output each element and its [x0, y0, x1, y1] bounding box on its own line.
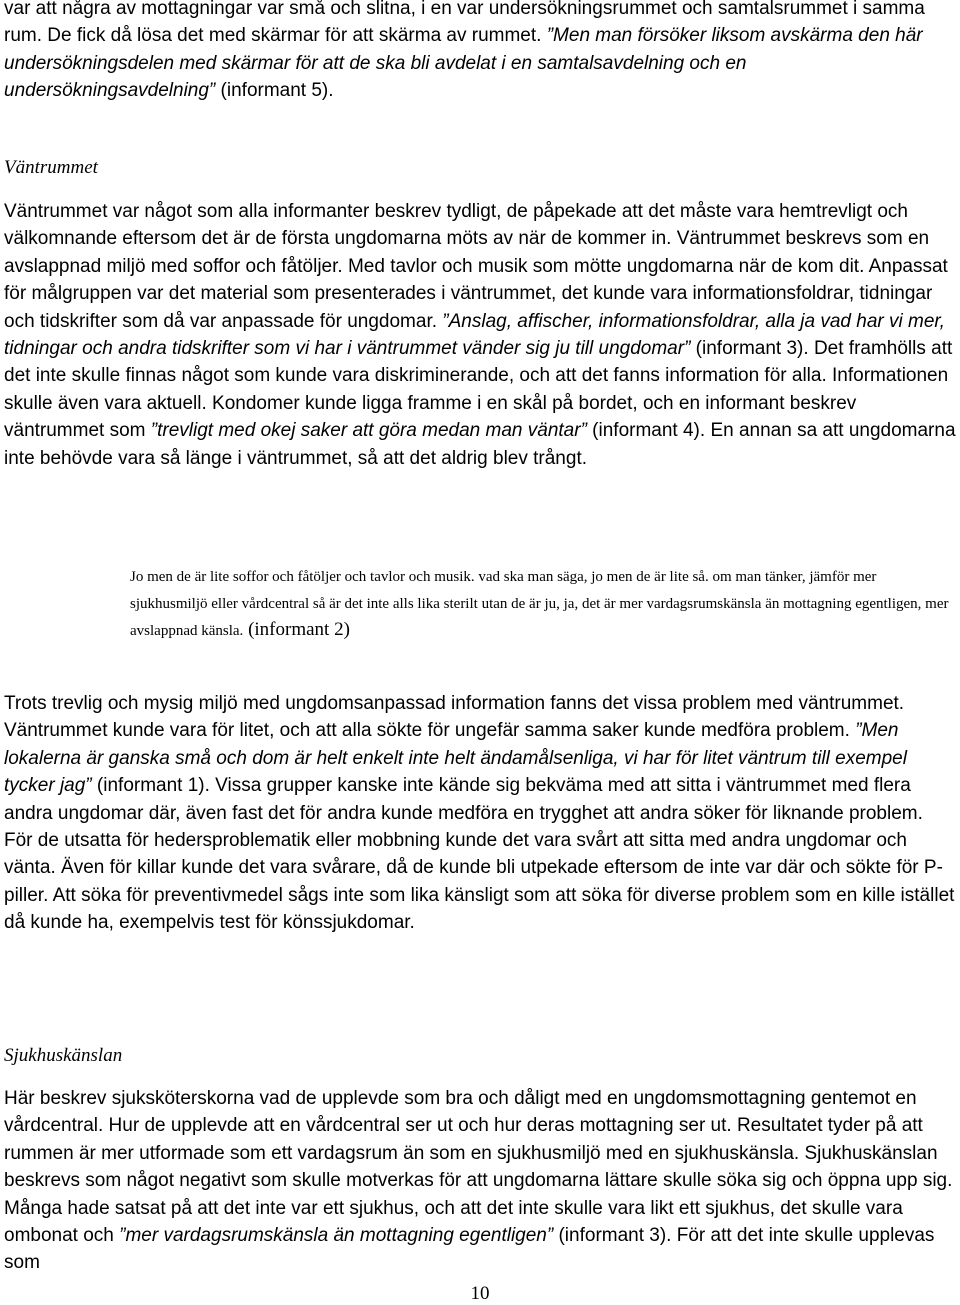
paragraph-vantrummet [4, 198, 956, 472]
quote-inline: ”trevligt med okej saker att göra medan man väntar” [150, 420, 587, 442]
paragraph-intro [4, 0, 956, 105]
citation: (informant 5). [215, 80, 334, 102]
quote-inline: ”Anslag, affischer, informationsfoldrar, alla ja vad har vi mer, tidningar och andra tidskrifter som vi har i väntrummet vänder sig ju till ungdomar” [4, 310, 945, 360]
paragraph-sjukhuskanslan [4, 1085, 956, 1277]
paragraph-text: Väntrummet var något som alla informanter beskrev tydligt, de påpekade att det måste vara hemtrevligt och välkomnande eftersom det är de första ungdomarna möts av när de kommer in. Väntrummet beskrevs som en avslappnad miljö med soffor och fåtöljer. Med tavlor och musik som mötte ungdomarna när de kom dit. Anpassat för målgruppen var det material som presenterades i väntrummet, det kunde vara informationsfoldrar, tidningar och tidskrifter som då var anpassade för ungdomar. [4, 201, 948, 332]
citation: (informant 2) [243, 619, 350, 640]
block-quote [130, 564, 956, 645]
paragraph-text: Här beskrev sjuksköterskorna vad de upplevde som bra och dåligt med en ungdomsmottagning gentemot en vårdcentral. Hur de upplevde att en vårdcentral ser ut och hur deras mottagning ser ut. Resultatet tyder på att rummen är mer utformade som ett vardagsrum än som en sjukhusmiljö med en sjukhuskänsla. Sjukhuskänslan beskrevs som något negativt som skulle motverkas för att ungdomarna lättare skulle söka sig och öppna upp sig. Många hade satsat på att det inte var ett sjukhus, och att det inte skulle vara likt ett sjukhus, det skulle vara ombonat och [4, 1088, 953, 1247]
paragraph-text: (informant 3). För att det inte skulle upplevas som [4, 1225, 935, 1274]
paragraph-text: var att några av mottagningar var små och slitna, i en var undersökningsrummet och samtalsrummet i samma rum. De fick då lösa det med skärmar för att skärma av rummet. [4, 0, 925, 47]
quote-inline: ”mer vardagsrumskänsla än mottagning egentligen” [119, 1225, 554, 1247]
paragraph-text: (informant 4). En annan sa att ungdomarna inte behövde vara så länge i väntrummet, så att det aldrig blev trångt. [4, 420, 956, 469]
paragraph-problem [4, 690, 956, 937]
paragraph-text: (informant 3). Det framhölls att det inte skulle finnas något som kunde vara diskriminerande, och att det fanns information för alla. Informationen skulle även vara aktuell. Kondomer kunde ligga framme i en skål på bordet, och en informant beskrev väntrummet som [4, 338, 953, 442]
section-heading-sjukhuskanslan: Sjukhuskänslan [4, 1045, 123, 1066]
block-quote-text: Jo men de är lite soffor och fåtöljer och tavlor och musik. vad ska man säga, jo men de är lite så. om man tänker, jämför mer sjukhusmiljö eller vårdcentral så är det inte alls lika sterilt utan de är ju, ja, det är mer vardagsrumskänsla än mottagning egentligen, mer avslappnad känsla. [130, 569, 949, 639]
paragraph-text: Trots trevlig och mysig miljö med ungdomsanpassad information fanns det vissa problem med väntrummet. Väntrummet kunde vara för litet, och att alla sökte för ungefär samma saker kunde medföra problem. [4, 693, 905, 742]
quote-inline: ”Men lokalerna är ganska små och dom är helt enkelt inte helt ändamålsenliga, vi har för litet väntrum till exempel tycker jag” [4, 720, 907, 797]
quote-inline: ”Men man försöker liksom avskärma den här undersökningsdelen med skärmar för att de ska bli avdelat i en samtalsavdelning och en undersökningsavdelning” [4, 25, 923, 102]
page-number: 10 [470, 1283, 490, 1304]
paragraph-text: (informant 1). Vissa grupper kanske inte kände sig bekväma med att sitta i väntrummet med flera andra ungdomar där, även fast det för andra kunde medföra en trygghet att andra söker för liknande problem. För de utsatta för hedersproblematik eller mobbning kunde det vara svårt att sitta med andra ungdomar och vänta. Även för killar kunde det vara svårare, då de kunde bli utpekade eftersom de inte var där och sökte för P-piller. Att söka för preventivmedel sågs inte som lika känsligt som att söka för diverse problem som en kille istället då kunde ha, exempelvis test för könssjukdomar. [4, 775, 955, 934]
section-heading-vantrummet: Väntrummet [4, 157, 98, 178]
